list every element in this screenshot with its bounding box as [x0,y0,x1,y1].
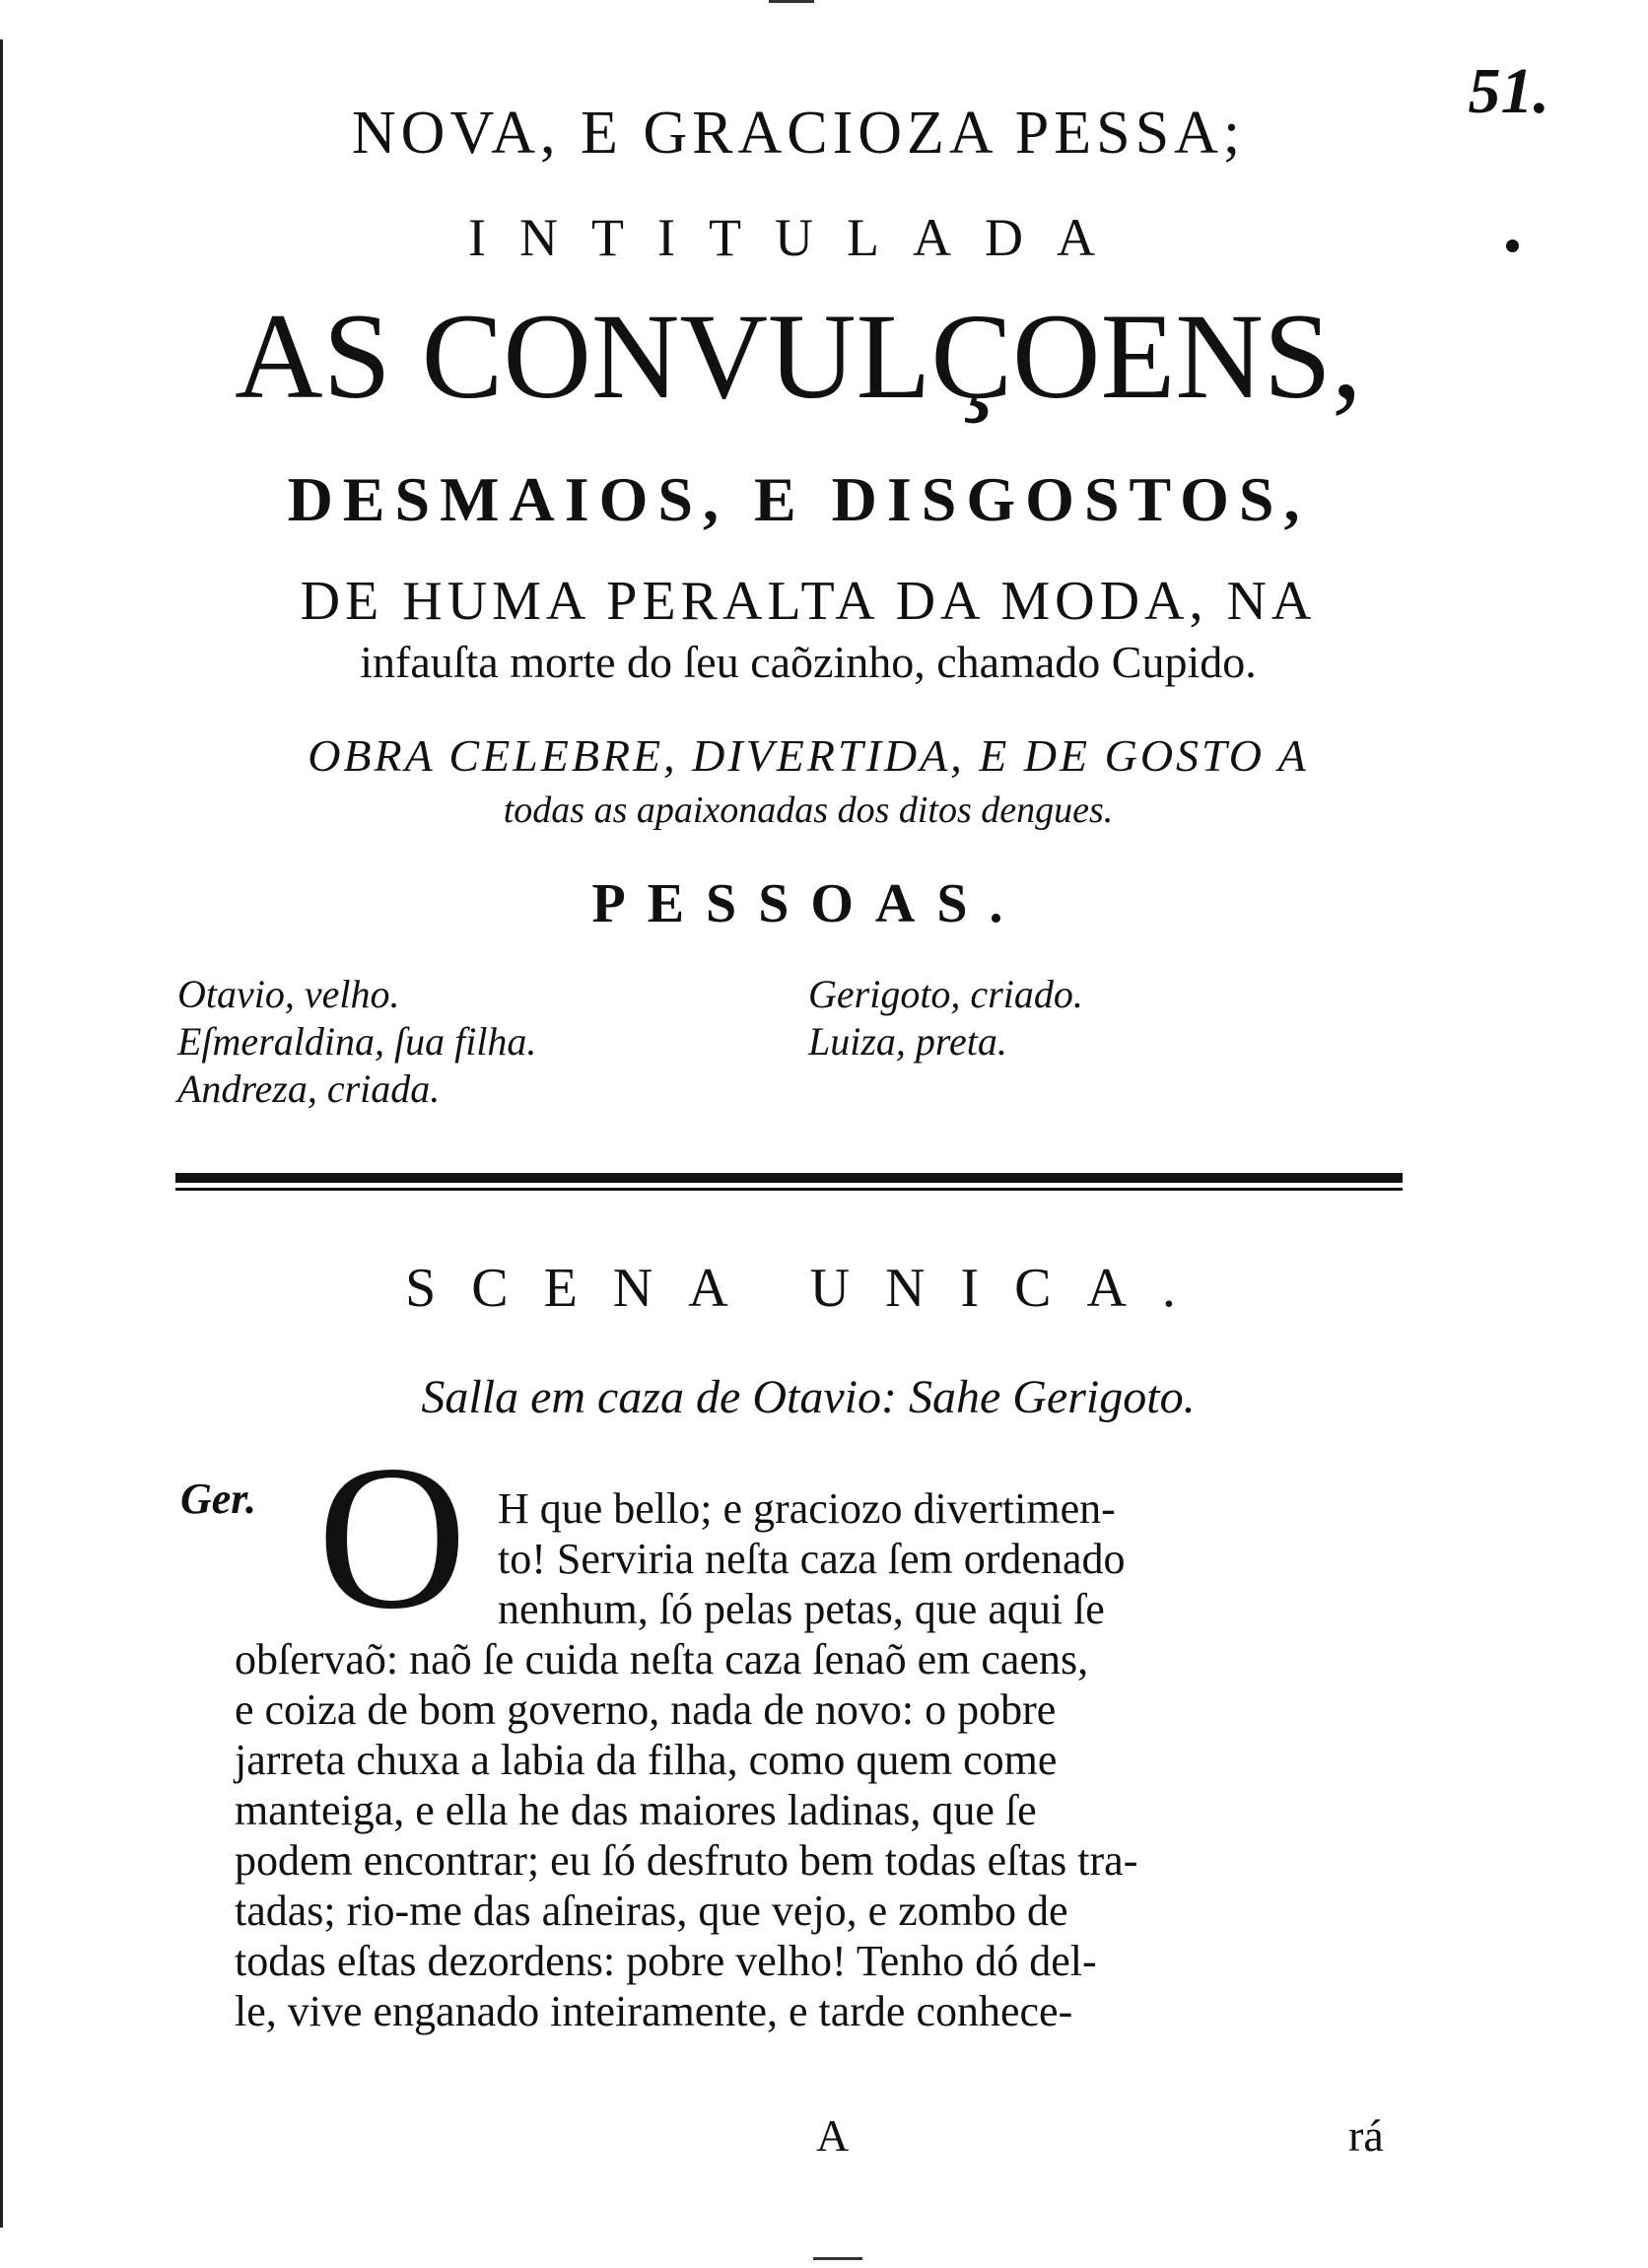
text-line: H que bello; e graciozo divertimen- [498,1484,1116,1533]
subtitle-line-2: todas as apaixonadas dos ditos dengues. [503,790,1114,831]
scan-bottom-mark [813,2257,862,2260]
title-line-6: infauſta morte do ſeu caõzinho, chamado Cupido. [360,637,1257,687]
folio-number: 51. [1468,55,1549,127]
cast-list-left [177,971,536,1113]
title-line-1: NOVA, E GRACIOZA PESSA; [351,100,1246,167]
text-line: obſervaõ: naõ ſe cuida neſta caza ſenaõ em caens, [235,1635,1089,1684]
subtitle-line-1: OBRA CELEBRE, DIVERTIDA, E DE GOSTO A [308,730,1309,781]
text-line: e coiza de bom governo, nada de novo: o pobre [235,1685,1057,1734]
scan-edge-shadow [0,39,9,2228]
title-line-4: DESMAIOS, E DISGOSTOS, [287,464,1310,534]
divider-rule-heavy [175,1173,1403,1183]
scan-top-mark [769,0,814,3]
cast-member: Otavio, velho. [177,972,400,1016]
text-line: jarreta chuxa a labia da filha, como quem come [235,1736,1058,1784]
ink-dot [1506,240,1519,252]
text-line: tadas; rio-me das aſneiras, que vejo, e zombo de [235,1887,1068,1935]
divider-rule-light [175,1188,1403,1191]
cast-member: Andreza, criada. [177,1066,441,1111]
cast-member: Eſmeraldina, ſua filha. [177,1019,537,1064]
drop-cap: O [317,1423,467,1652]
cast-list-right [808,971,1083,1065]
text-line: todas eſtas dezordens: pobre velho! Tenho dó del- [235,1937,1097,1985]
title-line-5: DE HUMA PERALTA DA MODA, NA [300,571,1317,632]
signature-mark: A [816,2110,850,2161]
stage-direction: Salla em caza de Otavio: Sahe Gerigoto. [421,1371,1196,1423]
text-line: podem encontrar; eu ſó desfruto bem todas eſtas tra- [235,1836,1138,1885]
catchword: rá [1348,2110,1384,2161]
title-line-2: INTITULADA [468,208,1129,267]
cast-heading: PESSOAS. [591,873,1025,934]
text-line: to! Serviria neſta caza ſem ordenado [498,1535,1126,1583]
scene-heading: SCENA UNICA. [405,1258,1211,1319]
speaker-name: Ger. [180,1475,256,1523]
text-line: le, vive enganado inteiramente, e tarde conhece- [235,1987,1073,2035]
text-line: nenhum, ſó pelas petas, que aqui ſe [498,1585,1105,1633]
cast-member: Luiza, preta. [808,1019,1007,1064]
cast-member: Gerigoto, criado. [808,972,1083,1016]
title-main: AS CONVULÇOENS, [235,289,1362,424]
text-line: manteiga, e ella he das maiores ladinas, que ſe [235,1786,1037,1834]
